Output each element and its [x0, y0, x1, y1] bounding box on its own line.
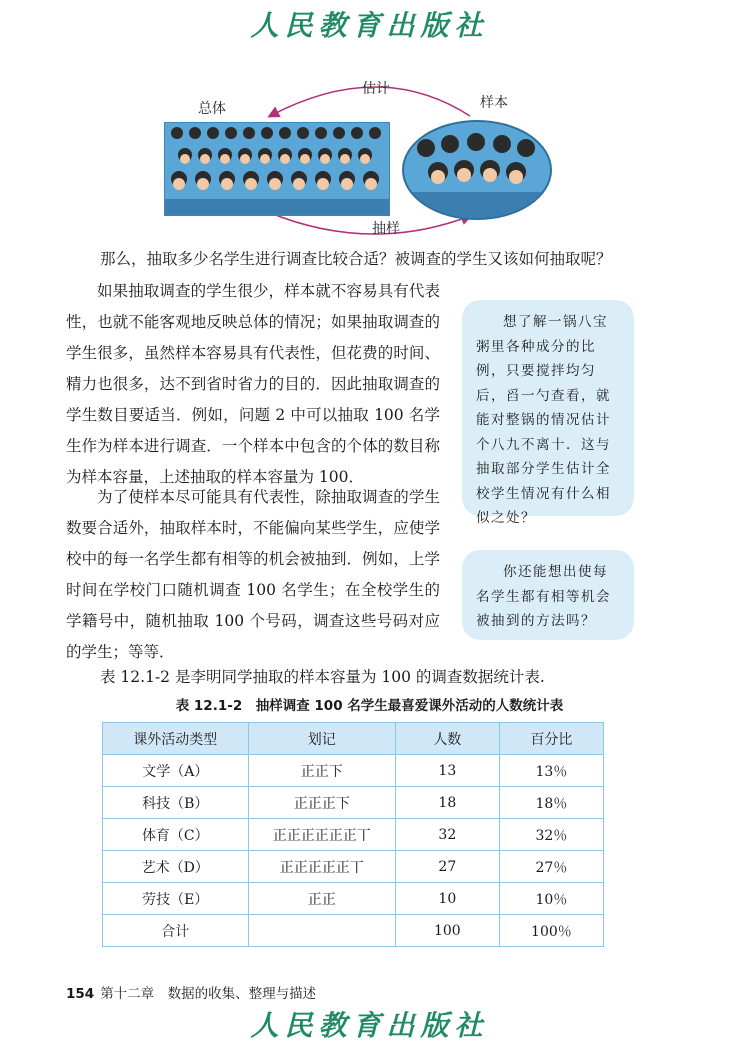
cell-count: 32 — [395, 819, 499, 851]
cell-activity: 合计 — [103, 915, 249, 947]
table-row — [103, 851, 604, 883]
cell-activity: 文学（A） — [103, 755, 249, 787]
cell-count: 10 — [395, 883, 499, 915]
publisher-logo-top: 人民教育出版社 — [250, 9, 489, 42]
cell-percent: 27％ — [499, 851, 603, 883]
cell-tally: 正正正正正正丅 — [248, 819, 395, 851]
cell-activity: 科技（B） — [103, 787, 249, 819]
cell-activity: 艺术（D） — [103, 851, 249, 883]
cell-tally — [248, 915, 395, 947]
thinking-note-porridge: 想了解一锅八宝粥里各种成分的比例，只要搅拌均匀后，舀一勺查看，就能对整锅的情况估计个八九不离十．这与抽取部分学生估计全校学生情况有什么相似之处？ — [462, 300, 634, 516]
table-row — [103, 819, 604, 851]
table-row — [103, 883, 604, 915]
paragraph-representativeness: 为了使样本尽可能具有代表性，除抽取调查的学生数要合适外，抽取样本时，不能偏向某些学生，应使学校中的每一名学生都有相等的机会被抽到．例如，上学时间在学校门口随机调查 100 名学生；在全校学生的学籍号中，随机抽取 100 个号码，调查这些号码对应的学生；等等． — [66, 488, 440, 661]
table-caption: 表 12.1-2 抽样调查 100 名学生最喜爱课外活动的人数统计表 — [175, 698, 564, 714]
question-text: 那么，抽取多少名学生进行调查比较合适？被调查的学生又该如何抽取呢？ — [100, 250, 612, 268]
estimate-label: 估计 — [362, 81, 390, 97]
cell-percent: 13％ — [499, 755, 603, 787]
page-number: 154 — [66, 986, 95, 1002]
cell-percent: 32％ — [499, 819, 603, 851]
header-tally: 划记 — [248, 723, 395, 755]
sample-group-image — [402, 120, 552, 220]
header-count: 人数 — [395, 723, 499, 755]
cell-tally: 正正下 — [248, 755, 395, 787]
cell-percent: 10％ — [499, 883, 603, 915]
cell-tally: 正正正正正丅 — [248, 851, 395, 883]
cell-count: 18 — [395, 787, 499, 819]
header-percent: 百分比 — [499, 723, 603, 755]
table-total-row — [103, 915, 604, 947]
cell-count: 100 — [395, 915, 499, 947]
cell-count: 27 — [395, 851, 499, 883]
page-footer — [66, 982, 316, 1002]
cell-count: 13 — [395, 755, 499, 787]
chapter-title: 第十二章 数据的收集、整理与描述 — [100, 986, 317, 1002]
cell-tally: 正正 — [248, 883, 395, 915]
publisher-logo-bottom: 人民教育出版社 — [250, 1009, 489, 1042]
sampling-illustration — [150, 76, 570, 246]
thinking-note-method: 你还能想出使每名学生都有相等机会被抽到的方法吗？ — [462, 550, 634, 640]
table-row — [103, 787, 604, 819]
sample-label: 样本 — [480, 95, 508, 111]
header-activity: 课外活动类型 — [103, 723, 249, 755]
sampling-label: 抽样 — [372, 221, 400, 237]
table-header-row — [103, 723, 604, 755]
table-row — [103, 755, 604, 787]
population-label: 总体 — [198, 101, 226, 117]
table-intro-text: 表 12.1-2 是李明同学抽取的样本容量为 100 的调查数据统计表. — [100, 668, 545, 686]
cell-percent: 18％ — [499, 787, 603, 819]
cell-activity: 体育（C） — [103, 819, 249, 851]
activity-stats-table — [102, 722, 604, 947]
cell-tally: 正正正下 — [248, 787, 395, 819]
population-crowd-image — [164, 122, 390, 216]
cell-activity: 劳技（E） — [103, 883, 249, 915]
cell-percent: 100％ — [499, 915, 603, 947]
paragraph-sample-size: 如果抽取调查的学生很少，样本就不容易具有代表性，也就不能客观地反映总体的情况；如果抽取调查的学生很多，虽然样本容易具有代表性，但花费的时间、精力也很多，达不到省时省力的目的．因此抽取调查的学生数目要适当．例如，问题 2 中可以抽取 100 名学生作为样本进行调查．一个样本中包含的个体的数目称为样本容量，上述抽取的样本容量为 100． — [66, 282, 440, 486]
